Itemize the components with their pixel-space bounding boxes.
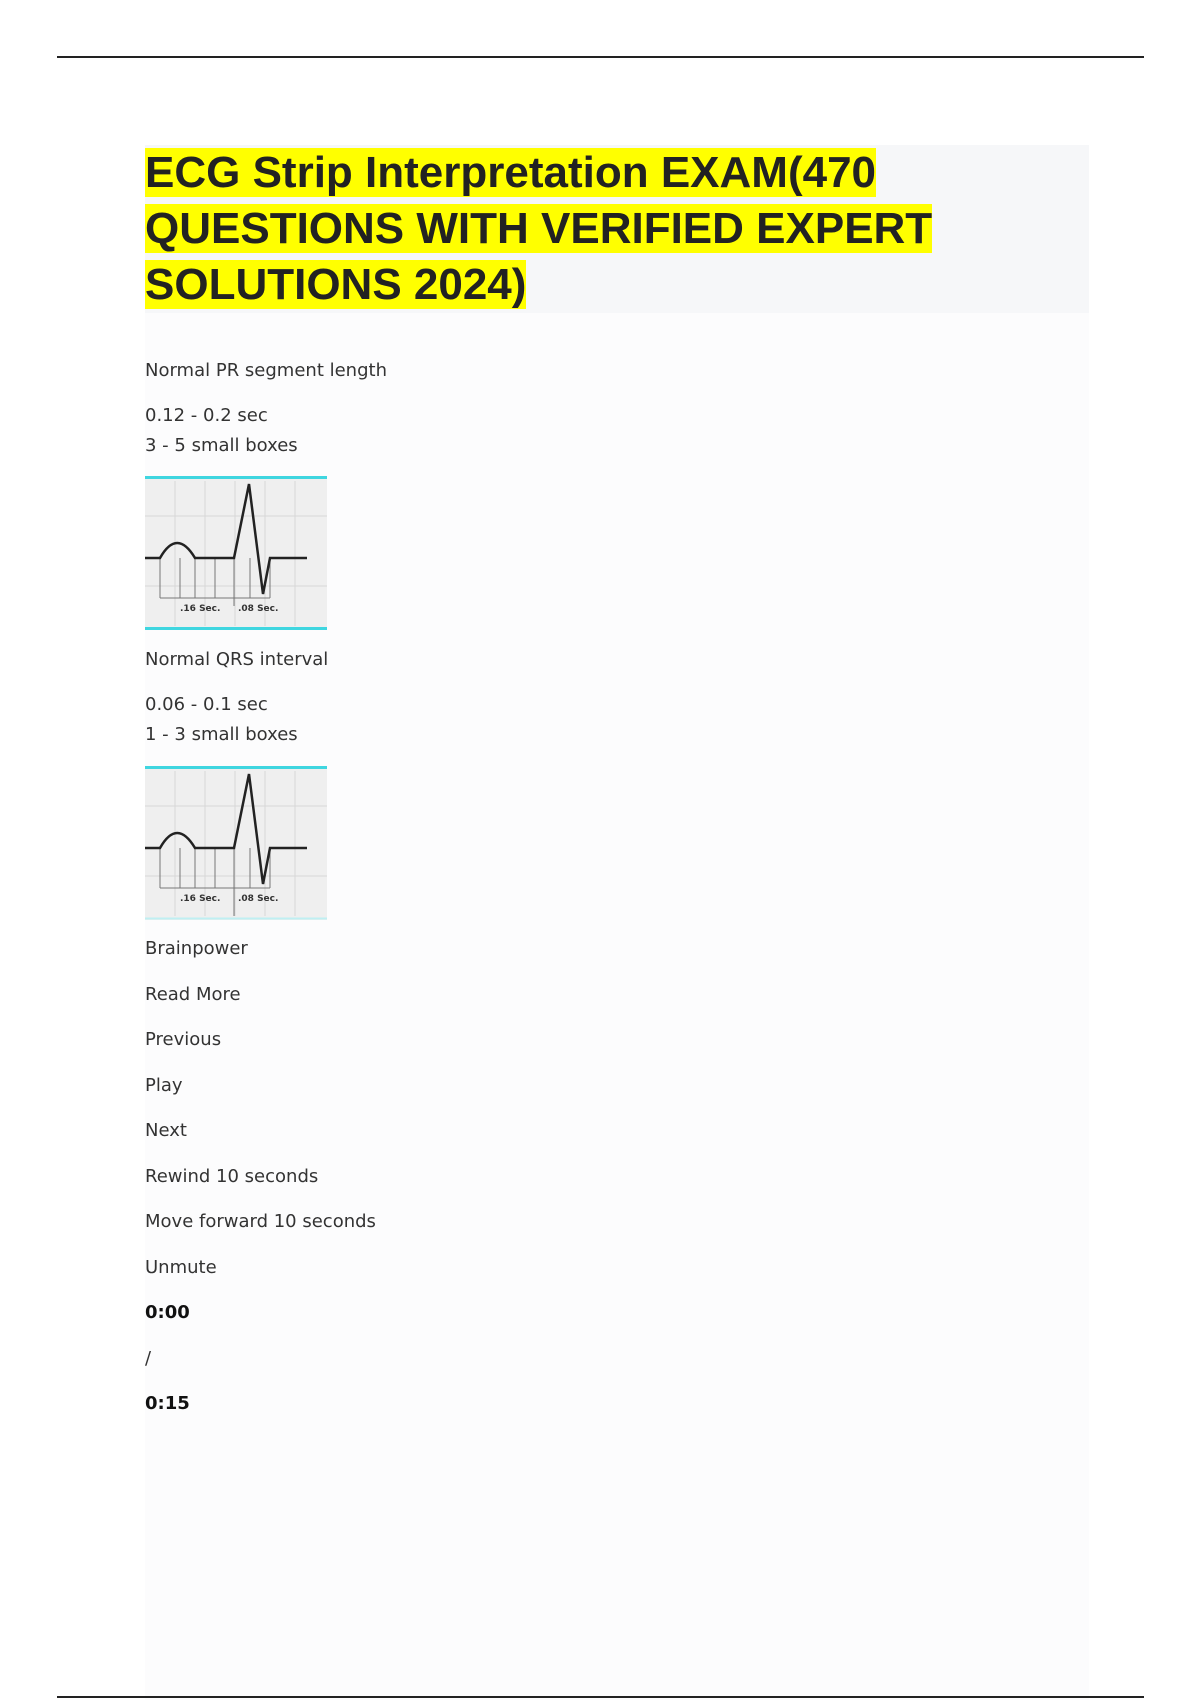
top-rule [57,56,1144,58]
document-title [145,145,1075,313]
title-highlight: ECG Strip Interpretation EXAM(470 QUESTIONS WITH VERIFIED EXPERT SOLUTIONS 2024) [145,148,933,309]
read-more-link[interactable]: Read More [145,984,241,1005]
ecg-pr-label-left: .16 Sec. [180,604,221,614]
ecg-qrs-label-left: .16 Sec. [180,894,221,904]
bottom-rule [57,1696,1144,1698]
answer-qrs-line2: 1 - 3 small boxes [145,724,298,745]
time-separator: / [145,1348,152,1369]
answer-pr-line2: 3 - 5 small boxes [145,435,298,456]
brand-label: Brainpower [145,938,248,959]
ecg-pr-image [145,476,327,630]
question-qrs-interval: Normal QRS interval [145,649,329,670]
duration-time: 0:15 [145,1393,190,1414]
rewind-button[interactable]: Rewind 10 seconds [145,1166,319,1187]
answer-pr-line1: 0.12 - 0.2 sec [145,405,268,426]
ecg-qrs-image [145,766,327,920]
forward-button[interactable]: Move forward 10 seconds [145,1211,376,1232]
ecg-qrs-label-right: .08 Sec. [238,894,279,904]
previous-button[interactable]: Previous [145,1029,222,1050]
ecg-pr-label-right: .08 Sec. [238,604,279,614]
play-button[interactable]: Play [145,1075,183,1096]
answer-qrs-line1: 0.06 - 0.1 sec [145,694,268,715]
next-button[interactable]: Next [145,1120,187,1141]
question-pr-segment: Normal PR segment length [145,360,387,381]
unmute-button[interactable]: Unmute [145,1257,217,1278]
current-time: 0:00 [145,1302,190,1323]
